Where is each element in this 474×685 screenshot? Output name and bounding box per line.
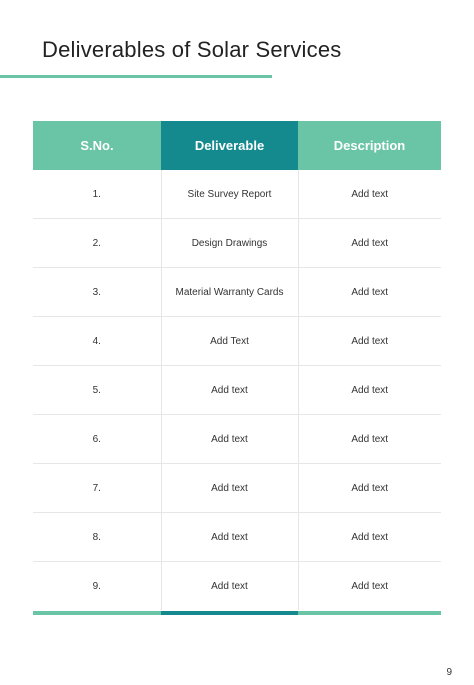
cell-description: Add text bbox=[298, 366, 441, 415]
header-deliverable: Deliverable bbox=[161, 121, 298, 170]
page-title: Deliverables of Solar Services bbox=[42, 37, 342, 62]
table-row bbox=[33, 170, 441, 219]
cell-sno: 8. bbox=[33, 513, 161, 562]
table-row bbox=[33, 366, 441, 415]
cell-deliverable: Add text bbox=[161, 513, 298, 562]
table-row bbox=[33, 562, 441, 611]
cell-deliverable: Add text bbox=[161, 415, 298, 464]
cell-sno: 9. bbox=[92, 580, 101, 592]
deliverables-table bbox=[33, 121, 441, 610]
cell-sno: 6. bbox=[33, 415, 161, 464]
cell-description: Add text bbox=[298, 317, 441, 366]
cell-deliverable: Add text bbox=[161, 562, 298, 611]
cell-description: Add text bbox=[351, 580, 389, 592]
deliverables-table-container bbox=[33, 121, 441, 617]
cell-description: Add text bbox=[298, 268, 441, 317]
cell-sno: 7. bbox=[33, 464, 161, 513]
cell-sno: 5. bbox=[33, 366, 161, 415]
cell-deliverable: Add Text bbox=[161, 317, 298, 366]
page-number: 9 bbox=[446, 667, 452, 678]
table-row bbox=[33, 513, 441, 562]
cell-deliverable: Material Warranty Cards bbox=[161, 268, 298, 317]
cell-deliverable: Site Survey Report bbox=[161, 170, 298, 219]
cell-sno: 3. bbox=[33, 268, 161, 317]
table-row bbox=[33, 317, 441, 366]
cell-description: Add text bbox=[298, 513, 441, 562]
table-row bbox=[33, 219, 441, 268]
cell-sno: 2. bbox=[33, 219, 161, 268]
cell-sno: 4. bbox=[33, 317, 161, 366]
header-sno: S.No. bbox=[33, 121, 161, 170]
table-row bbox=[33, 464, 441, 513]
header-description: Description bbox=[298, 121, 441, 170]
table-header-row bbox=[33, 121, 441, 170]
cell-description: Add text bbox=[298, 464, 441, 513]
bottom-rule-segment bbox=[161, 611, 298, 615]
cell-description: Add text bbox=[298, 219, 441, 268]
title-underline bbox=[0, 75, 272, 78]
cell-sno: 1. bbox=[33, 170, 161, 219]
cell-description: Add text bbox=[298, 170, 441, 219]
cell-deliverable: Add text bbox=[161, 366, 298, 415]
table-row bbox=[33, 415, 441, 464]
table-row bbox=[33, 268, 441, 317]
table-bottom-rule bbox=[33, 611, 441, 615]
bottom-rule-segment bbox=[33, 611, 161, 615]
cell-description: Add text bbox=[298, 415, 441, 464]
cell-deliverable: Add text bbox=[161, 464, 298, 513]
cell-deliverable: Design Drawings bbox=[161, 219, 298, 268]
bottom-rule-segment bbox=[298, 611, 441, 615]
